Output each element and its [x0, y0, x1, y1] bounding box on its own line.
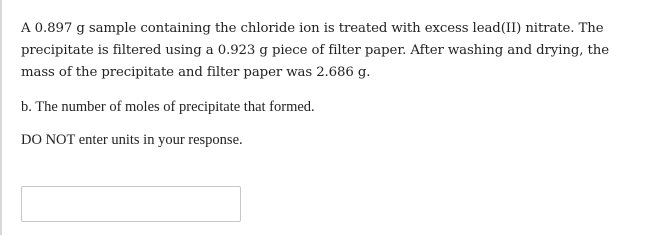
question-prompt: A 0.897 g sample containing the chloride ion is treated with excess lead(II) nitrate. The precipitate is filtered using a 0.923 g piece of filter paper. After washing and drying, the mass of the precipitate and filter paper was 2.686 g. — [21, 21, 609, 80]
left-border-rule — [0, 0, 2, 235]
question-part-label: b. The number of moles of precipitate that formed. — [21, 99, 315, 115]
answer-instruction: DO NOT enter units in your response. — [21, 132, 243, 148]
question-block — [21, 0, 636, 149]
answer-input[interactable] — [21, 186, 241, 222]
